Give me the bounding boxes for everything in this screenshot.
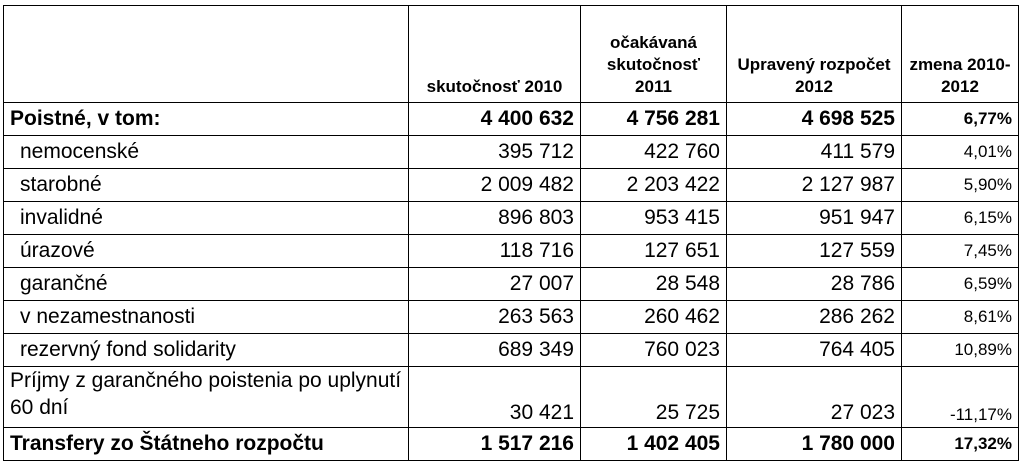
value-2010: 118 716	[409, 235, 581, 268]
value-change: 6,77%	[902, 103, 1019, 136]
value-change: 17,32%	[902, 428, 1019, 461]
table-row	[4, 202, 1019, 235]
table-row	[4, 169, 1019, 202]
value-2010: 395 712	[409, 136, 581, 169]
row-label: Poistné, v tom:	[4, 103, 409, 136]
value-2011: 760 023	[581, 334, 727, 367]
table-row	[4, 367, 1019, 428]
value-2012: 1 780 000	[727, 428, 902, 461]
value-2012: 411 579	[727, 136, 902, 169]
value-change: 4,01%	[902, 136, 1019, 169]
row-label: garančné	[4, 268, 409, 301]
table-row	[4, 301, 1019, 334]
row-label: v nezamestnanosti	[4, 301, 409, 334]
value-2012: 28 786	[727, 268, 902, 301]
value-change: 6,15%	[902, 202, 1019, 235]
value-2011: 25 725	[581, 367, 727, 428]
value-2011: 28 548	[581, 268, 727, 301]
value-2012: 127 559	[727, 235, 902, 268]
budget-table	[3, 5, 1019, 461]
value-2012: 2 127 987	[727, 169, 902, 202]
value-2010: 1 517 216	[409, 428, 581, 461]
header-change: zmena 2010-2012	[902, 6, 1019, 103]
value-2011: 953 415	[581, 202, 727, 235]
table-row	[4, 334, 1019, 367]
header-row	[4, 6, 1019, 103]
value-2012: 951 947	[727, 202, 902, 235]
row-label: Transfery zo Štátneho rozpočtu	[4, 428, 409, 461]
row-label: rezervný fond solidarity	[4, 334, 409, 367]
header-2012: Upravený rozpočet 2012	[727, 6, 902, 103]
value-2011: 2 203 422	[581, 169, 727, 202]
value-2011: 127 651	[581, 235, 727, 268]
value-2010: 27 007	[409, 268, 581, 301]
row-label: invalidné	[4, 202, 409, 235]
value-2011: 422 760	[581, 136, 727, 169]
value-2011: 1 402 405	[581, 428, 727, 461]
value-change: 8,61%	[902, 301, 1019, 334]
value-2010: 263 563	[409, 301, 581, 334]
value-2011: 4 756 281	[581, 103, 727, 136]
value-2012: 27 023	[727, 367, 902, 428]
value-2010: 689 349	[409, 334, 581, 367]
value-2010: 2 009 482	[409, 169, 581, 202]
value-change: 7,45%	[902, 235, 1019, 268]
row-label: nemocenské	[4, 136, 409, 169]
value-2011: 260 462	[581, 301, 727, 334]
row-label: starobné	[4, 169, 409, 202]
value-2010: 30 421	[409, 367, 581, 428]
value-change: -11,17%	[902, 367, 1019, 428]
value-2010: 4 400 632	[409, 103, 581, 136]
value-change: 6,59%	[902, 268, 1019, 301]
table-row	[4, 136, 1019, 169]
value-change: 5,90%	[902, 169, 1019, 202]
table-row	[4, 235, 1019, 268]
value-2010: 896 803	[409, 202, 581, 235]
table-row	[4, 428, 1019, 461]
value-2012: 286 262	[727, 301, 902, 334]
table-row	[4, 268, 1019, 301]
value-change: 10,89%	[902, 334, 1019, 367]
row-label: Príjmy z garančného poistenia po uplynutí 60 dní	[4, 367, 409, 428]
row-label: úrazové	[4, 235, 409, 268]
header-2010: skutočnosť 2010	[409, 6, 581, 103]
value-2012: 764 405	[727, 334, 902, 367]
table-row	[4, 103, 1019, 136]
value-2012: 4 698 525	[727, 103, 902, 136]
header-label	[4, 6, 409, 103]
header-2011: očakávaná skutočnosť 2011	[581, 6, 727, 103]
